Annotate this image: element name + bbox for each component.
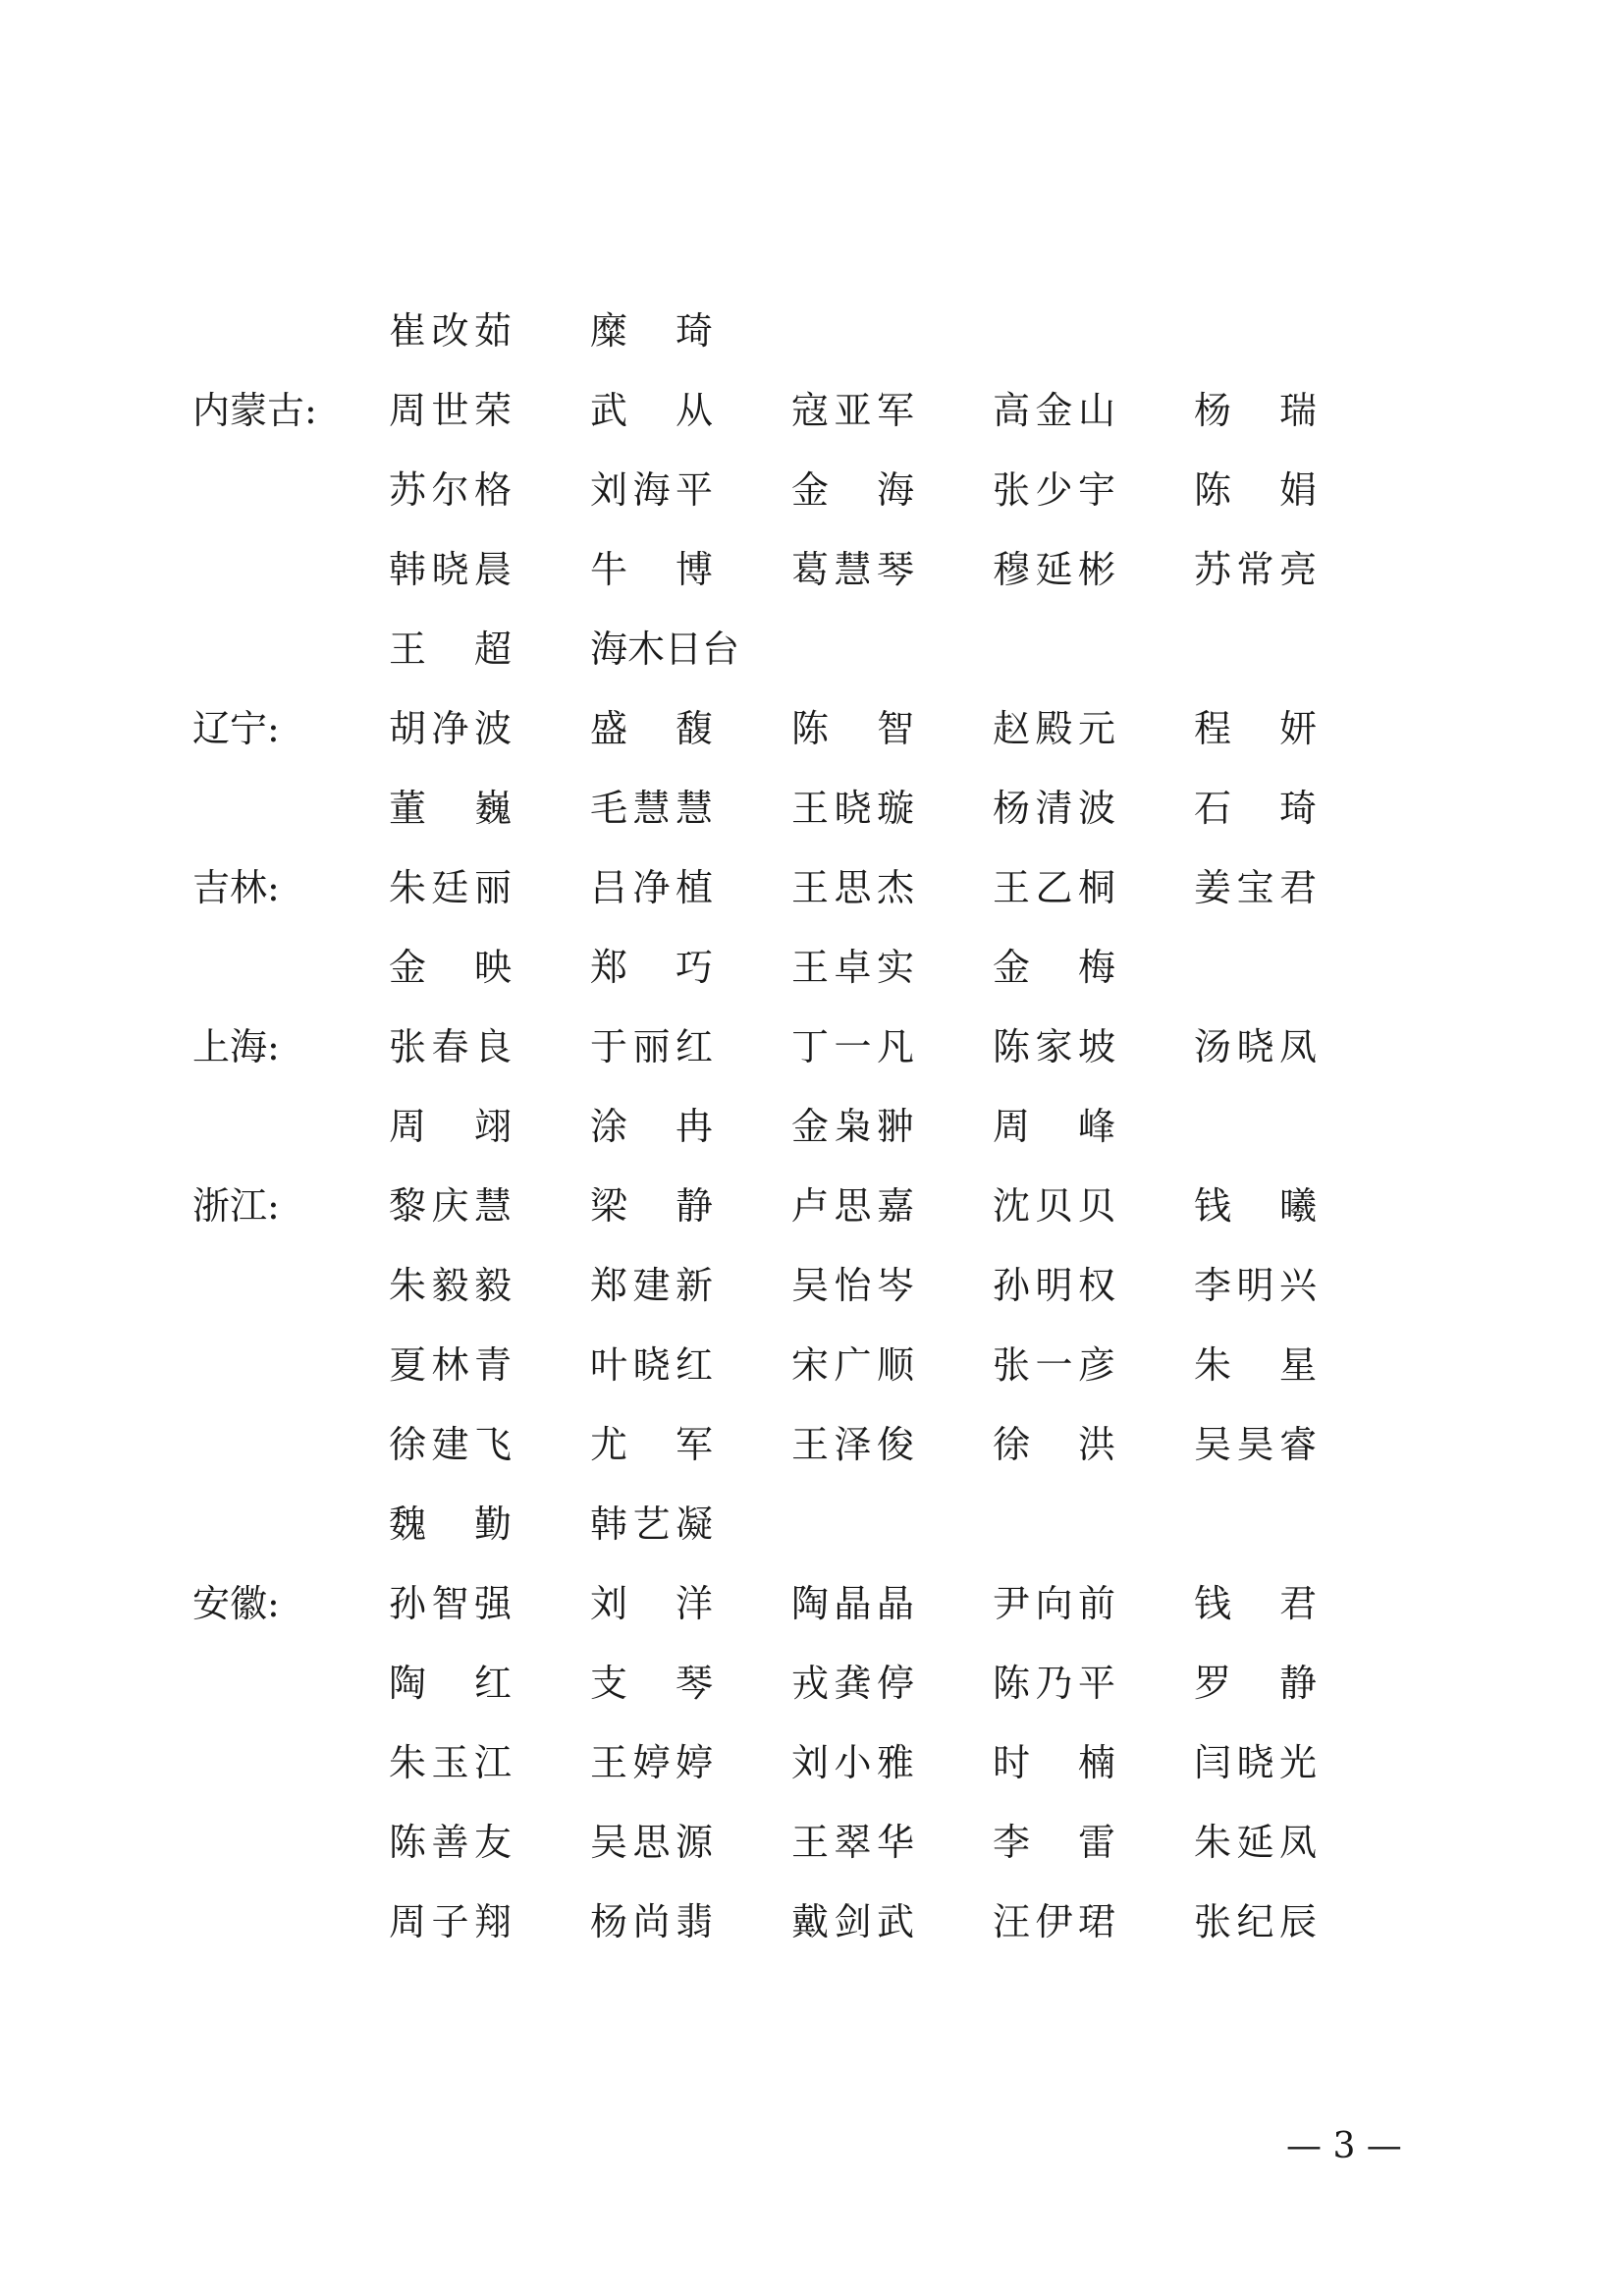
name-row	[192, 1485, 1410, 1564]
person-name: 陶红	[389, 1662, 512, 1705]
person-name: 王婷婷	[590, 1741, 713, 1784]
person-name: 罗静	[1194, 1662, 1317, 1705]
person-name: 尹向前	[993, 1582, 1115, 1625]
person-name: 吴昊睿	[1194, 1423, 1317, 1466]
page-number: — 3 —	[1286, 2126, 1402, 2166]
person-name: 张纪辰	[1194, 1900, 1317, 1943]
person-name: 沈贝贝	[993, 1184, 1115, 1228]
person-name: 盛馥	[590, 707, 713, 750]
person-name: 韩艺凝	[590, 1503, 713, 1546]
person-name: 梁静	[590, 1184, 713, 1228]
name-row	[192, 689, 1410, 769]
region-section	[192, 848, 1410, 1008]
name-row	[192, 371, 1410, 451]
region-section	[192, 1564, 1410, 1962]
person-name: 葛慧琴	[791, 548, 914, 591]
region-label: 安徽:	[192, 1582, 280, 1625]
person-name: 周峰	[993, 1105, 1115, 1148]
person-name: 张一彦	[993, 1343, 1115, 1387]
person-name: 王晓璇	[791, 787, 914, 830]
person-name: 周世荣	[389, 389, 512, 432]
person-name: 闫晓光	[1194, 1741, 1317, 1784]
person-name: 钱君	[1194, 1582, 1317, 1625]
name-row	[192, 1167, 1410, 1246]
person-name: 于丽红	[590, 1025, 713, 1068]
person-name: 宋广顺	[791, 1343, 914, 1387]
person-name: 陈善友	[389, 1821, 512, 1864]
region-section	[192, 689, 1410, 848]
person-name: 夏林青	[389, 1343, 512, 1387]
name-row	[192, 769, 1410, 848]
name-row	[192, 530, 1410, 610]
person-name: 武从	[590, 389, 713, 432]
person-name: 王超	[389, 628, 512, 671]
region-label: 上海:	[192, 1025, 280, 1068]
name-row	[192, 292, 1410, 371]
region-section	[192, 1008, 1410, 1167]
name-row	[192, 1246, 1410, 1326]
person-name: 苏尔格	[389, 468, 512, 512]
person-name: 吕净植	[590, 866, 713, 909]
person-name: 陈智	[791, 707, 914, 750]
person-name: 周翊	[389, 1105, 512, 1148]
person-name: 郑巧	[590, 946, 713, 989]
person-name: 王乙桐	[993, 866, 1115, 909]
person-name: 朱星	[1194, 1343, 1317, 1387]
person-name: 叶晓红	[590, 1343, 713, 1387]
person-name: 涂冉	[590, 1105, 713, 1148]
person-name: 陈娟	[1194, 468, 1317, 512]
region-label: 吉林:	[192, 866, 280, 909]
person-name: 陶晶晶	[791, 1582, 914, 1625]
person-name: 杨瑞	[1194, 389, 1317, 432]
person-name: 程妍	[1194, 707, 1317, 750]
person-name: 李明兴	[1194, 1264, 1317, 1307]
name-row	[192, 1803, 1410, 1883]
name-row	[192, 1326, 1410, 1405]
person-name: 毛慧慧	[590, 787, 713, 830]
person-name: 崔改茹	[389, 309, 512, 353]
person-name: 徐建飞	[389, 1423, 512, 1466]
person-name: 金枭翀	[791, 1105, 914, 1148]
region-label: 浙江:	[192, 1184, 280, 1228]
name-row	[192, 451, 1410, 530]
person-name: 杨清波	[993, 787, 1115, 830]
person-name: 赵殿元	[993, 707, 1115, 750]
person-name: 徐洪	[993, 1423, 1115, 1466]
person-name: 杨尚翡	[590, 1900, 713, 1943]
name-row	[192, 1883, 1410, 1962]
person-name: 高金山	[993, 389, 1115, 432]
person-name: 戎龚停	[791, 1662, 914, 1705]
person-name: 王翠华	[791, 1821, 914, 1864]
person-name: 王卓实	[791, 946, 914, 989]
person-name: 卢思嘉	[791, 1184, 914, 1228]
person-name: 朱毅毅	[389, 1264, 512, 1307]
person-name: 石琦	[1194, 787, 1317, 830]
person-name: 韩晓晨	[389, 548, 512, 591]
name-row	[192, 610, 1410, 689]
region-label: 内蒙古:	[192, 389, 317, 432]
person-name: 陈家坡	[993, 1025, 1115, 1068]
person-name: 刘小雅	[791, 1741, 914, 1784]
person-name: 陈乃平	[993, 1662, 1115, 1705]
person-name: 刘洋	[590, 1582, 713, 1625]
person-name: 孙智强	[389, 1582, 512, 1625]
person-name: 吴思源	[590, 1821, 713, 1864]
person-name: 吴怡岑	[791, 1264, 914, 1307]
person-name: 朱玉江	[389, 1741, 512, 1784]
region-section	[192, 1167, 1410, 1564]
person-name: 王思杰	[791, 866, 914, 909]
person-name: 金映	[389, 946, 512, 989]
name-row	[192, 848, 1410, 928]
person-name: 魏勤	[389, 1503, 512, 1546]
person-name: 黎庆慧	[389, 1184, 512, 1228]
person-name: 张少宇	[993, 468, 1115, 512]
person-name: 王泽俊	[791, 1423, 914, 1466]
name-row	[192, 1405, 1410, 1485]
person-name: 牛博	[590, 548, 713, 591]
region-section	[192, 371, 1410, 689]
person-name: 周子翔	[389, 1900, 512, 1943]
name-row	[192, 928, 1410, 1008]
name-row	[192, 1644, 1410, 1723]
name-row	[192, 1564, 1410, 1644]
person-name: 穆延彬	[993, 548, 1115, 591]
person-name: 海木日台	[590, 628, 740, 671]
person-name: 戴剑武	[791, 1900, 914, 1943]
person-name: 苏常亮	[1194, 548, 1317, 591]
person-name: 金梅	[993, 946, 1115, 989]
region-label: 辽宁:	[192, 707, 280, 750]
person-name: 朱延凤	[1194, 1821, 1317, 1864]
person-name: 胡净波	[389, 707, 512, 750]
person-name: 李雷	[993, 1821, 1115, 1864]
person-name: 时楠	[993, 1741, 1115, 1784]
person-name: 金海	[791, 468, 914, 512]
person-name: 孙明权	[993, 1264, 1115, 1307]
person-name: 糜琦	[590, 309, 713, 353]
region-section	[192, 292, 1410, 371]
person-name: 丁一凡	[791, 1025, 914, 1068]
person-name: 汪伊珺	[993, 1900, 1115, 1943]
name-row	[192, 1008, 1410, 1087]
person-name: 汤晓凤	[1194, 1025, 1317, 1068]
name-list	[192, 292, 1410, 1962]
person-name: 朱廷丽	[389, 866, 512, 909]
person-name: 董巍	[389, 787, 512, 830]
person-name: 支琴	[590, 1662, 713, 1705]
person-name: 张春良	[389, 1025, 512, 1068]
person-name: 钱曦	[1194, 1184, 1317, 1228]
person-name: 姜宝君	[1194, 866, 1317, 909]
person-name: 刘海平	[590, 468, 713, 512]
person-name: 尤军	[590, 1423, 713, 1466]
person-name: 寇亚军	[791, 389, 914, 432]
person-name: 郑建新	[590, 1264, 713, 1307]
name-row	[192, 1087, 1410, 1167]
name-row	[192, 1723, 1410, 1803]
